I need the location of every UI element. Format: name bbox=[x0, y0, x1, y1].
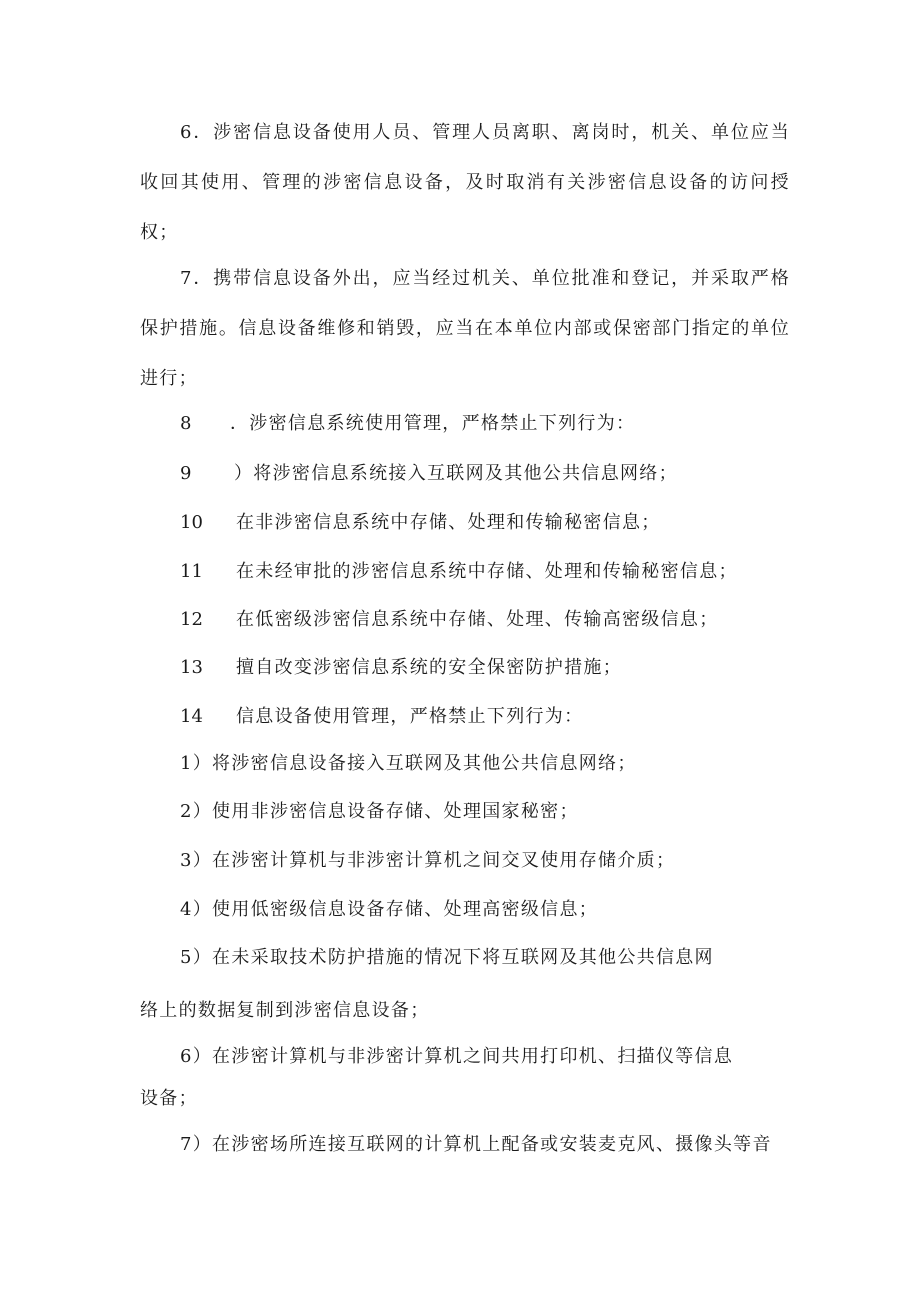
paragraph-item-6: 6．涉密信息设备使用人员、管理人员离职、离岗时，机关、单位应当收回其使用、管理的涉密信息设备，及时取消有关涉密信息设备的访问授权； bbox=[140, 122, 790, 243]
list-item-6: 6）在涉密计算机与非涉密计算机之间共用打印机、扫描仪等信息 bbox=[180, 1046, 734, 1067]
line-number: 13 bbox=[180, 657, 203, 678]
line-number: 11 bbox=[180, 561, 203, 582]
line-text: ．涉密信息系统使用管理，严格禁止下列行为： bbox=[230, 413, 636, 434]
list-item-4: 4）使用低密级信息设备存储、处理高密级信息； bbox=[180, 899, 599, 920]
list-item-1: 1）将涉密信息设备接入互联网及其他公共信息网络； bbox=[180, 753, 637, 774]
list-item-5-continued: 络上的数据复制到涉密信息设备； bbox=[140, 1000, 430, 1021]
line-number: 8 bbox=[180, 413, 192, 434]
line-number: 9 bbox=[180, 463, 192, 484]
line-text: 在非涉密信息系统中存储、处理和传输秘密信息； bbox=[236, 512, 661, 533]
line-text: 在低密级涉密信息系统中存储、处理、传输高密级信息； bbox=[236, 609, 719, 630]
list-item-3: 3）在涉密计算机与非涉密计算机之间交叉使用存储介质； bbox=[180, 850, 676, 871]
list-item-7: 7）在涉密场所连接互联网的计算机上配备或安装麦克风、摄像头等音 bbox=[180, 1134, 772, 1155]
line-number: 14 bbox=[180, 706, 203, 727]
line-number: 12 bbox=[180, 609, 203, 630]
line-text: 擅自改变涉密信息系统的安全保密防护措施； bbox=[236, 657, 622, 678]
list-item-6-continued: 设备； bbox=[140, 1088, 198, 1109]
line-number: 10 bbox=[180, 512, 203, 533]
paragraph-item-7: 7．携带信息设备外出，应当经过机关、单位批准和登记，并采取严格保护措施。信息设备维修和销毁，应当在本单位内部或保密部门指定的单位进行； bbox=[140, 268, 790, 389]
line-text: 信息设备使用管理，严格禁止下列行为： bbox=[236, 706, 584, 727]
line-text: 在未经审批的涉密信息系统中存储、处理和传输秘密信息； bbox=[236, 561, 738, 582]
line-text: ）将涉密信息系统接入互联网及其他公共信息网络； bbox=[234, 463, 678, 484]
list-item-5: 5）在未采取技术防护措施的情况下将互联网及其他公共信息网 bbox=[180, 947, 714, 968]
list-item-2: 2）使用非涉密信息设备存储、处理国家秘密； bbox=[180, 801, 579, 822]
